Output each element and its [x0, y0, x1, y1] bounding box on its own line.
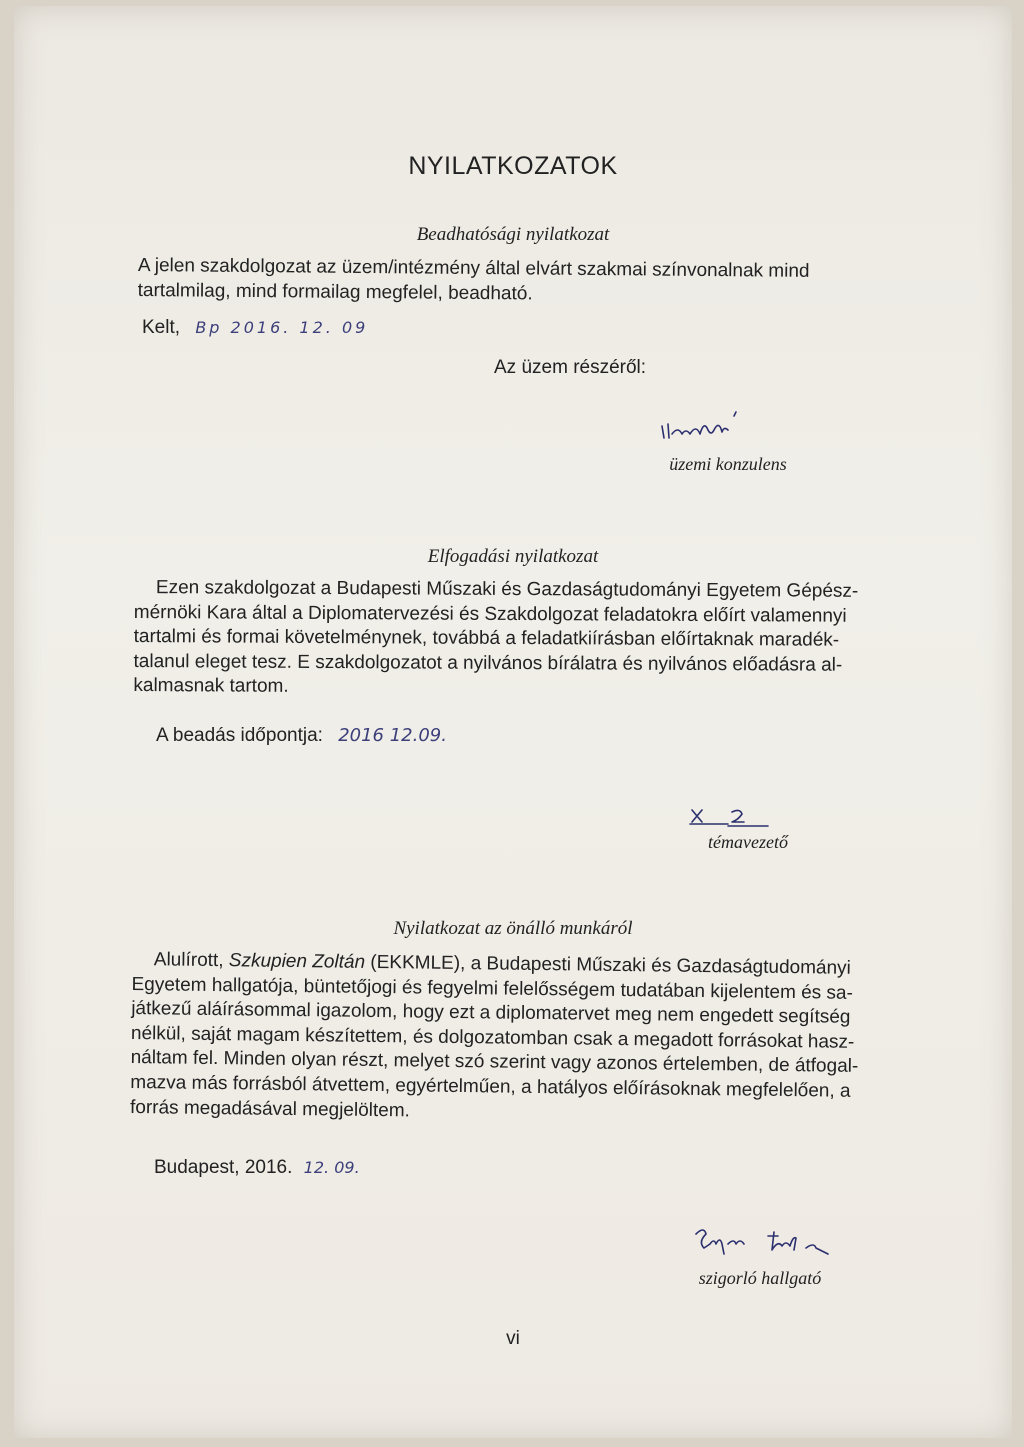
section3-line-5: náltam fel. Minden olyan részt, melyet szó szerint vagy azonos értelemben, de átfogal-	[130, 1047, 859, 1078]
konzulens-signature	[650, 406, 760, 442]
kelt-row	[142, 316, 368, 341]
section3-body	[130, 948, 948, 1130]
company-label: Az üzem részéről:	[494, 357, 647, 378]
section2-role: témavezető	[708, 832, 788, 852]
section3-line-1-before: Alulírott,	[153, 949, 229, 972]
document-page	[14, 6, 1012, 1438]
section1-role: üzemi konzulens	[669, 454, 787, 474]
submission-date-handwritten: 2016 12.09.	[338, 725, 447, 746]
section2-line-1: Ezen szakdolgozat a Budapesti Műszaki és Gazdaságtudományi Egyetem Gépész-	[155, 577, 859, 602]
place-date-row	[154, 1156, 360, 1181]
kelt-label: Kelt,	[142, 317, 181, 338]
section2-line-2: mérnöki Kara által a Diplomatervezési és Szakdolgozat feladatokra előírt valamennyi	[133, 601, 847, 627]
section3-line-7: forrás megadásával megjelöltem.	[129, 1096, 411, 1121]
section2-line-5: kalmasnak tartom.	[133, 675, 289, 698]
section1-line-1: A jelen szakdolgozat az üzem/intézmény által elvárt szakmai színvonalnak mind	[137, 254, 810, 282]
kelt-handwritten-date: Bp 2016. 12. 09	[195, 318, 369, 337]
page-title: NYILATKOZATOK	[408, 152, 618, 180]
submission-date-row	[156, 724, 447, 749]
page-number: vi	[506, 1328, 520, 1349]
section2-line-3: tartalmi és formai követelménynek, továbbá a feladatkiírásban előírtaknak maradék-	[133, 626, 840, 651]
section3-line-4: nélkül, saját magam készítettem, és dolgozatomban csak a megadott forrásokat hasz-	[130, 1022, 855, 1053]
student-date-handwritten: 12. 09.	[303, 1158, 360, 1177]
section2-line-4: talanul eleget tesz. E szakdolgozatot a nyilvános bírálatra és nyilvános előadásra al-	[133, 650, 843, 676]
section1-heading: Beadhatósági nyilatkozat	[416, 224, 610, 245]
section1-body	[138, 254, 948, 310]
temavezeto-signature	[688, 802, 778, 830]
section1-line-2: tartalmilag, mind formailag megfelel, beadható.	[137, 279, 533, 305]
section3-line-2: Egyetem hallgatója, büntetőjogi és fegyelmi felelősségem tudatában kijelentem és sa-	[131, 973, 854, 1004]
section2-body	[133, 576, 948, 703]
place-date-label: Budapest, 2016.	[154, 1157, 293, 1178]
section2-heading: Elfogadási nyilatkozat	[427, 546, 599, 567]
student-signature	[688, 1222, 858, 1262]
section3-line-1-after: (EKKMLE), a Budapesti Műszaki és Gazdaságtudományi	[364, 951, 851, 979]
student-name: Szkupien Zoltán	[228, 950, 366, 973]
section3-role: szigorló hallgató	[698, 1268, 822, 1288]
section3-line-6: mazva más forrásból átvettem, egyértelműen, a hatályos előírásoknak megfelelően, a	[130, 1071, 851, 1102]
submission-date-label: A beadás időpontja:	[156, 725, 323, 746]
section3-line-3: játkezű aláírásommal igazolom, hogy ezt a diplomatervet meg nem engedett segítség	[131, 998, 851, 1028]
section3-heading: Nyilatkozat az önálló munkáról	[393, 918, 633, 939]
